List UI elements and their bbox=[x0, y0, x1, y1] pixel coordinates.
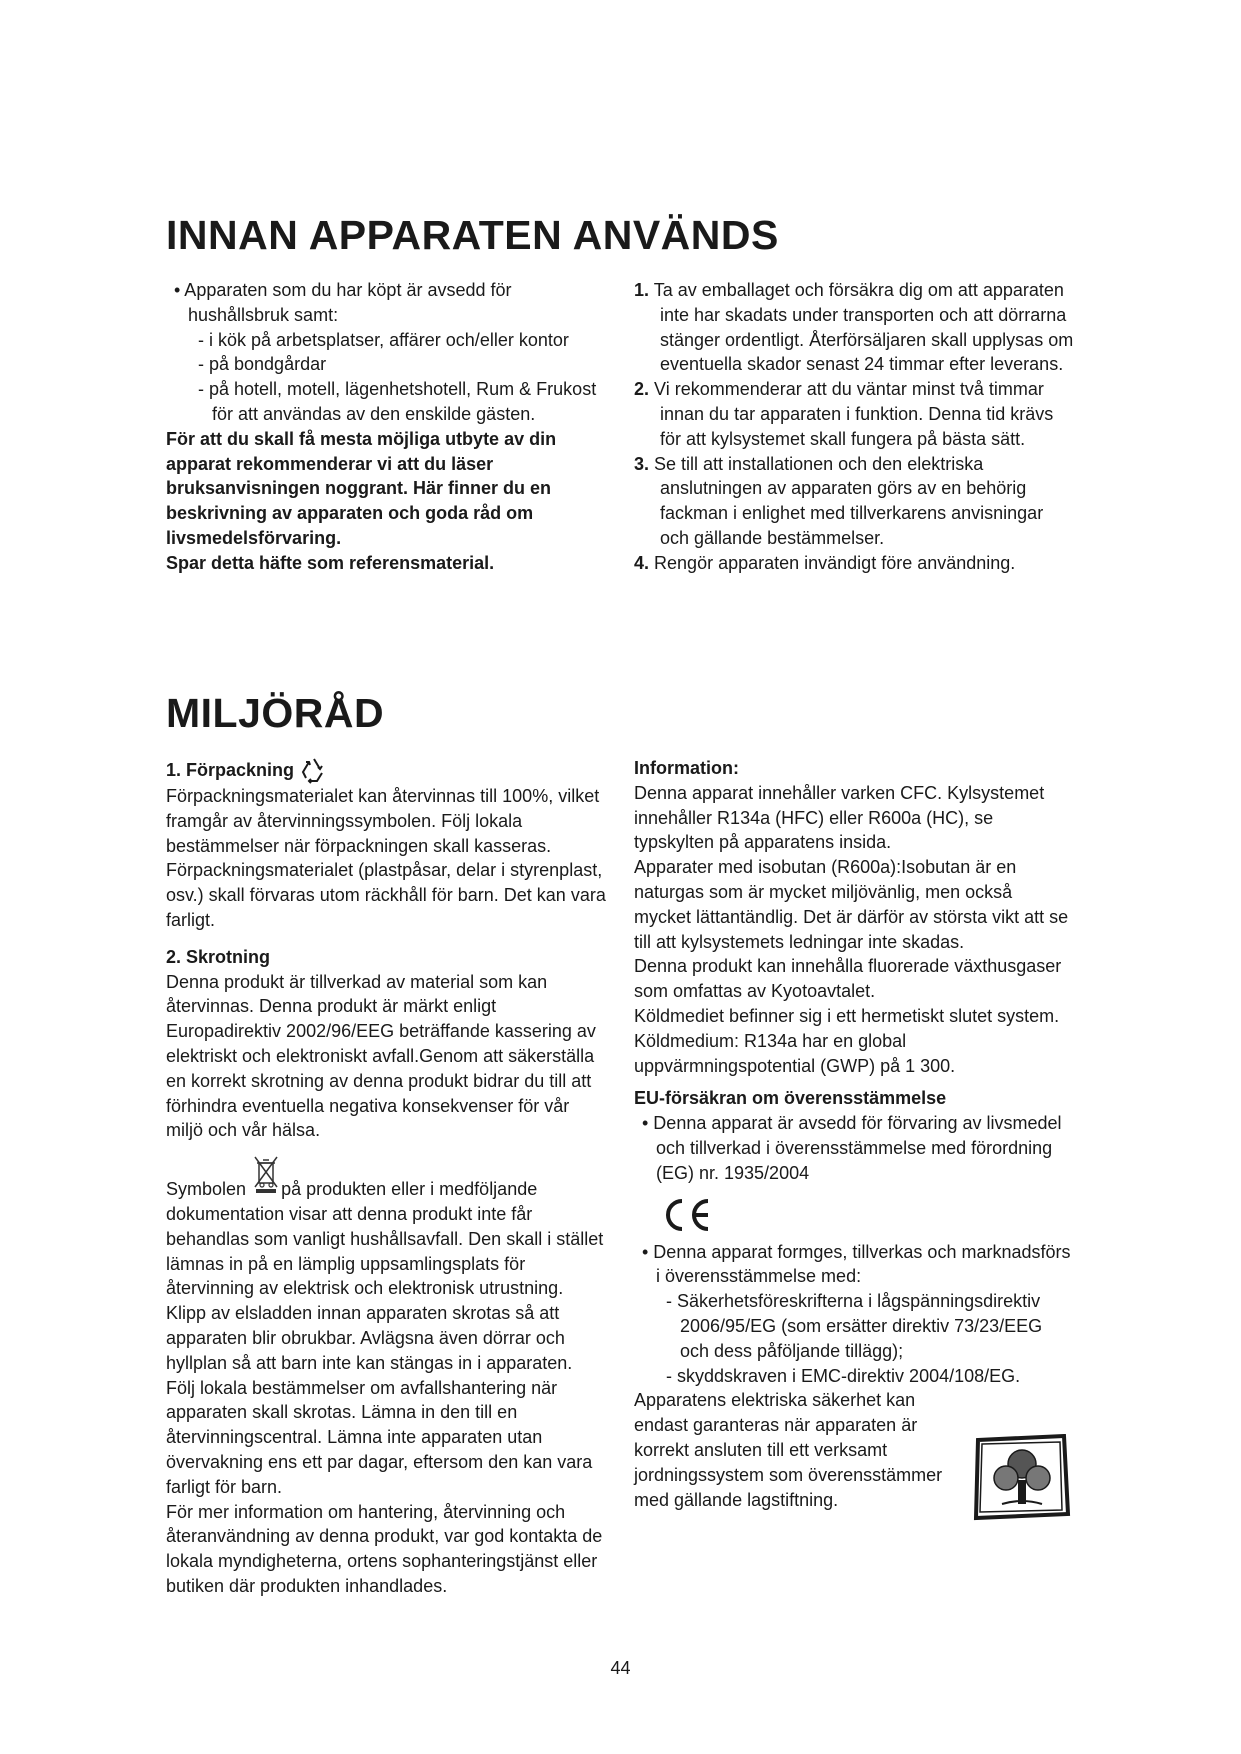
before-use-left-column bbox=[166, 278, 616, 576]
section-title-environment: MILJÖRÅD bbox=[166, 690, 385, 736]
information-title: Information: bbox=[634, 758, 739, 778]
section-title-before-use: INNAN APPARATEN ANVÄNDS bbox=[166, 212, 779, 258]
disposal-paragraph: Denna produkt är tillverkad av material som kan återvinnas. Denna produkt är märkt enligt Europadirektiv 2002/96/EEG beträffande kassering av elektriskt och elektroniskt avfall.Genom att säkerställa en korrekt skrotning av denna produkt bidrar du till att förhindra eventuella negativa konsekvenser för vår miljö och vår hälsa. bbox=[166, 971, 596, 1141]
more-info-paragraph: För mer information om hantering, återvinning och återanvändning av denna produkt, var god kontakta de lokala myndigheterna, ortens sophanteringstjänst eller butiken där produkten inhandlades. bbox=[166, 1501, 603, 1596]
disposal-title: 2. Skrotning bbox=[166, 946, 271, 967]
step-item bbox=[634, 278, 1074, 377]
information-paragraph: Apparater med isobutan (R600a):Isobutan är en naturgas som är mycket miljövänlig, men också mycket lättantändlig. Det är därför av största vikt att se till att kylsystemets ledningar inte skadas. bbox=[634, 857, 1069, 952]
step-item bbox=[634, 452, 1074, 551]
symbol-text: på produkten eller i medföljande dokumentation visar att denna produkt inte får behandlas som vanligt hushållsavfall. Den skall i stället lämnas in på en lämplig uppsamlingsplats för återvinning av elektrisk och elektronisk utrustning. Klipp av elsladden innan apparaten skrotas så att apparaten blir obrukbar. Avlägsna även dörrar och hyllplan så att barn inte kan stängas in i apparaten. Följ lokala bestämmelser om avfallshantering när apparaten skall skrotas. Lämna in den till en återvinningscentral. Lämna inte apparaten utan övervakning ens ett par dagar, eftersom den kan vara farligt för barn. bbox=[166, 1179, 604, 1497]
eu-directive-item: - Säkerhetsföreskrifterna i lågspänningsdirektiv 2006/95/EG (som ersätter direktiv 73/23/EEG och dess påföljande tillägg); bbox=[666, 1291, 1043, 1361]
step-number: 2. bbox=[634, 379, 650, 400]
eu-directive-item: - skyddskraven i EMC-direktiv 2004/108/EG. bbox=[666, 1365, 1021, 1386]
tree-icon bbox=[972, 1434, 1072, 1522]
crossed-bin-icon bbox=[253, 1155, 279, 1193]
information-paragraph: Denna produkt kan innehålla fluorerade växthusgaser som omfattas av Kyotoavtalet. bbox=[634, 956, 1062, 1002]
step-item bbox=[634, 377, 1074, 451]
step-text: Rengör apparaten invändigt före användning. bbox=[654, 552, 1016, 573]
packaging-paragraph: Förpackningsmaterialet kan återvinnas till 100%, vilket framgår av återvinningssymbolen. Följ lokala bestämmelser när förpackningen skall kasseras. bbox=[166, 786, 600, 856]
environment-left-column bbox=[166, 756, 606, 1599]
step-text: Vi rekommenderar att du väntar minst två timmar innan du tar apparaten i funktion. Denna tid krävs för att kylsystemet skall fungera på bästa sätt. bbox=[654, 379, 1054, 449]
packaging-title: 1. Förpackning bbox=[166, 759, 295, 780]
step-number: 3. bbox=[634, 453, 650, 474]
ce-mark-icon bbox=[658, 1196, 714, 1234]
information-paragraph: Köldmedium: R134a har en global uppvärmningspotential (GWP) på 1 300. bbox=[634, 1030, 956, 1076]
step-number: 1. bbox=[634, 280, 650, 300]
intended-use-item: - på hotell, motell, lägenhetshotell, Rum & Frukost för att användas av den enskilde gästen. bbox=[198, 379, 597, 424]
information-paragraph: Denna apparat innehåller varken CFC. Kylsystemet innehåller R134a (HFC) eller R600a (HC), se typskylten på apparatens insida. bbox=[634, 782, 1045, 853]
eu-declaration-bullet: • Denna apparat formges, tillverkas och marknadsförs i överensstämmelse med: bbox=[642, 1241, 1071, 1287]
intended-use-bullet: • Apparaten som du har köpt är avsedd för hushållsbruk samt: bbox=[174, 280, 512, 325]
step-text: Se till att installationen och den elektriska anslutningen av apparaten görs av en behörig fackman i enlighet med tillverkarens anvisningar och gällande bestämmelser. bbox=[654, 453, 1044, 548]
intended-use-item: - på bondgårdar bbox=[198, 354, 327, 375]
eu-declaration-bullet: • Denna apparat är avsedd för förvaring av livsmedel och tillverkad i överensstämmelse med förordning (EG) nr. 1935/2004 bbox=[642, 1113, 1062, 1183]
page-number: 44 bbox=[610, 1658, 631, 1678]
packaging-paragraph: Förpackningsmaterialet (plastpåsar, delar i styrenplast, osv.) skall förvaras utom räckhåll för barn. Det kan vara farligt. bbox=[166, 860, 606, 930]
environment-right-column bbox=[634, 756, 1074, 1512]
step-number: 4. bbox=[634, 552, 650, 573]
symbol-label: Symbolen bbox=[166, 1179, 247, 1200]
read-manual-notice: För att du skall få mesta möjliga utbyte av din apparat rekommenderar vi att du läser bruksanvisningen noggrant. Här finner du en beskrivning av apparaten och goda råd om livsmedelsförvaring. bbox=[166, 428, 557, 548]
intended-use-item: - i kök på arbetsplatser, affärer och/eller kontor bbox=[198, 329, 569, 350]
step-item bbox=[634, 551, 1074, 576]
recycle-icon bbox=[300, 756, 328, 784]
electrical-safety-paragraph: Apparatens elektriska säkerhet kan endast garanteras när apparaten är korrekt ansluten till ett verksamt jordningssystem som överensstämmer med gällande lagstiftning. bbox=[634, 1390, 943, 1510]
step-text: Ta av emballaget och försäkra dig om att apparaten inte har skadats under transporten och att dörrarna stänger ordentligt. Återförsäljaren skall upplysas om eventuella skador senast 24 timmar efter leverans. bbox=[653, 280, 1074, 375]
eu-declaration-title: EU-försäkran om överensstämmelse bbox=[634, 1088, 947, 1109]
information-paragraph: Köldmediet befinner sig i ett hermetiskt slutet system. bbox=[634, 1005, 1060, 1026]
before-use-steps bbox=[634, 278, 1074, 576]
symbol-paragraph bbox=[166, 1161, 606, 1499]
keep-booklet-notice: Spar detta häfte som referensmaterial. bbox=[166, 552, 495, 573]
packaging-heading bbox=[166, 756, 606, 784]
